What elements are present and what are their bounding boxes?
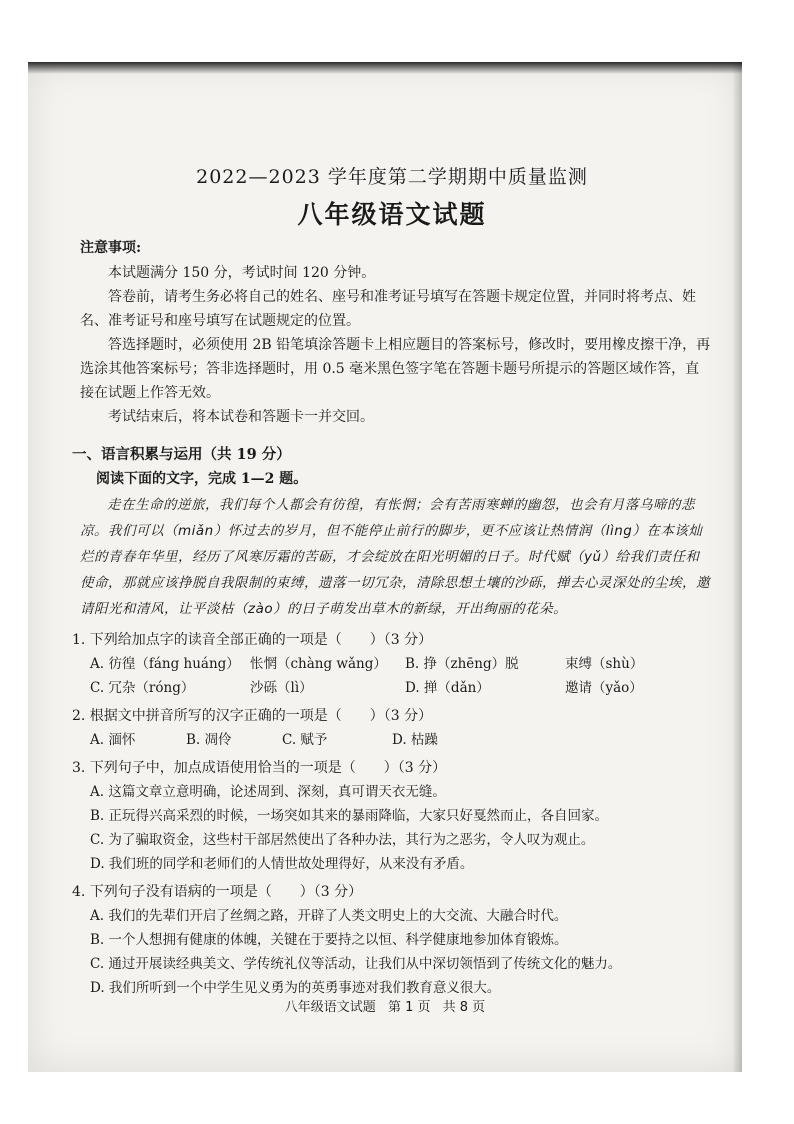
notice-item: 答选择题时，必须使用 2B 铅笔填涂答题卡上相应题目的答案标号，修改时，要用橡皮擦干净，再选涂其他答案标号；答非选择题时，用 0.5 毫米黑色签字笔在答题卡题号所提示的答题区域作答，直接在试题上作答无效。 — [80, 337, 711, 401]
option: C. 冗杂（róng） — [90, 680, 195, 696]
reading-instruction: 阅读下面的文字，完成 1—2 题。 — [96, 471, 308, 487]
exam-subtitle: 八年级语文试题 — [297, 200, 487, 229]
reading-passage: 走在生命的逆旅，我们每个人都会有彷徨，有怅惘；会有苦雨寒蝉的幽怨，也会有月落乌啼的悲凉。我们可以（miǎn）怀过去的岁月，但不能停止前行的脚步，更不应该让热情润（lìng）在本该灿烂的青春年华里，经历了风寒厉霜的苦砺，才会绽放在阳光明媚的日子。时代赋（yǔ）给我们责任和使命，那就应该挣脱自我限制的束缚，遗落一切冗杂，清除思想土壤的沙砾，掸去心灵深处的尘埃，邀请阳光和清风，让平淡枯（zào）的日子萌发出草木的新绿，开出绚丽的花朵。 — [80, 497, 710, 617]
exam-sheet — [28, 62, 742, 1072]
option: D. 我们班的同学和老师们的人情世故处理得好，从来没有矛盾。 — [90, 856, 474, 872]
option: B. 凋伶 — [186, 732, 232, 748]
option: D. 掸（dǎn） — [405, 680, 490, 696]
page-footer — [28, 996, 742, 1015]
option: 怅惘（chàng wǎng） — [250, 656, 387, 672]
option: B. 挣（zhēng）脱 — [405, 656, 519, 672]
question-stem: 1. 下列给加点字的读音全部正确的一项是（ ）（3 分） — [72, 632, 433, 648]
notice-item: 本试题满分 150 分，考试时间 120 分钟。 — [108, 265, 376, 281]
option: A. 彷徨（fáng huáng） — [90, 656, 240, 672]
option: A. 湎怀 — [90, 732, 136, 748]
section-title: 一、语言积累与运用（共 19 分） — [72, 446, 291, 463]
exam-title: 2022—2023 学年度第二学期期中质量监测 — [196, 166, 588, 188]
option: C. 赋予 — [282, 732, 328, 748]
footer-exam-name: 八年级语文试题 — [284, 1000, 376, 1015]
option: C. 通过开展读经典美文、学传统礼仪等活动，让我们从中深切领悟到了传统文化的魅力。 — [90, 956, 622, 972]
footer-page-number: 第 1 页 — [387, 1000, 431, 1015]
option: B. 一个人想拥有健康的体魄，关键在于要持之以恒、科学健康地参加体育锻炼。 — [90, 932, 568, 948]
notice-heading: 注意事项: — [80, 240, 142, 256]
option: A. 这篇文章立意明确，论述周到、深刻，真可谓天衣无缝。 — [90, 784, 446, 800]
notice-item: 考试结束后，将本试卷和答题卡一并交回。 — [108, 409, 374, 425]
footer-total-pages: 共 8 页 — [442, 1000, 486, 1015]
question-options — [90, 652, 712, 700]
question-options — [90, 728, 712, 752]
question-stem: 3. 下列句子中，加点成语使用恰当的一项是（ ）（3 分） — [72, 760, 447, 776]
option: D. 枯躁 — [392, 732, 438, 748]
option: 沙砾（lì） — [250, 680, 313, 696]
option: C. 为了骗取资金，这些村干部居然使出了各种办法，其行为之恶劣，令人叹为观止。 — [90, 832, 595, 848]
option: B. 正玩得兴高采烈的时候，一场突如其来的暴雨降临，大家只好戛然而止，各自回家。 — [90, 808, 609, 824]
option: 邀请（yǎo） — [565, 680, 643, 696]
exam-content — [72, 162, 712, 1000]
option: A. 我们的先辈们开启了丝绸之路，开辟了人类文明史上的大交流、大融合时代。 — [90, 908, 568, 924]
question-stem: 2. 根据文中拼音所写的汉字正确的一项是（ ）（3 分） — [72, 708, 433, 724]
option: D. 我们所听到一个中学生见义勇为的英勇事迹对我们教育意义很大。 — [90, 980, 501, 996]
notice-item: 答卷前，请考生务必将自己的姓名、座号和准考证号填写在答题卡规定位置，并同时将考点、姓名、准考证号和座号填写在试题规定的位置。 — [80, 289, 696, 329]
option: 束缚（shù） — [565, 656, 644, 672]
question-stem: 4. 下列句子没有语病的一项是（ ）（3 分） — [72, 884, 363, 900]
